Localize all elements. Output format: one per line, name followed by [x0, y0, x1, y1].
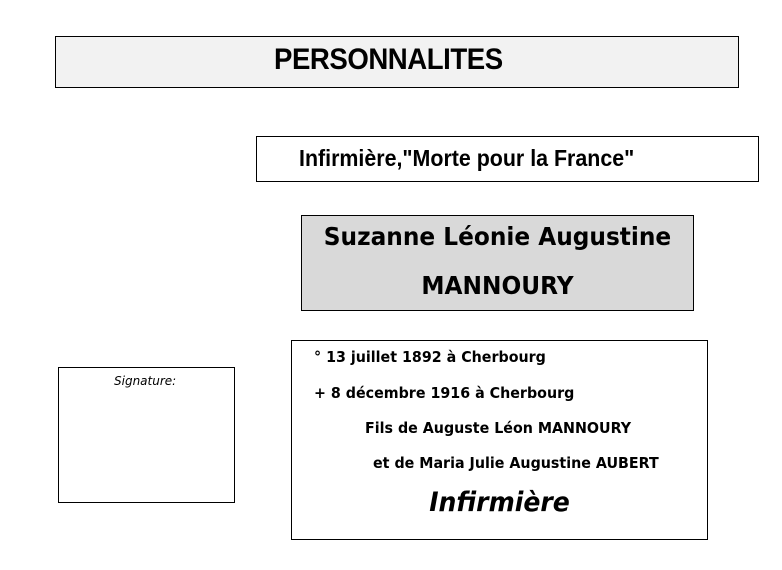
subtitle-text: Infirmière,"Morte pour la France" [299, 145, 635, 171]
header-box [55, 36, 739, 88]
death-line: + 8 décembre 1916 à Cherbourg [314, 384, 575, 402]
signature-label: Signature: [114, 374, 177, 388]
birth-line: ° 13 juillet 1892 à Cherbourg [314, 348, 546, 366]
father-line: Fils de Auguste Léon MANNOURY [365, 419, 632, 437]
page-title: PERSONNALITES [274, 43, 503, 76]
details-box [291, 340, 708, 540]
subtitle-box [256, 136, 759, 182]
person-given-names: Suzanne Léonie Augustine [323, 222, 672, 251]
person-surname: MANNOURY [421, 271, 574, 300]
mother-line: et de Maria Julie Augustine AUBERT [373, 454, 659, 472]
name-box [301, 215, 694, 311]
signature-box [58, 367, 235, 503]
profession-line: Infirmière [429, 487, 570, 518]
